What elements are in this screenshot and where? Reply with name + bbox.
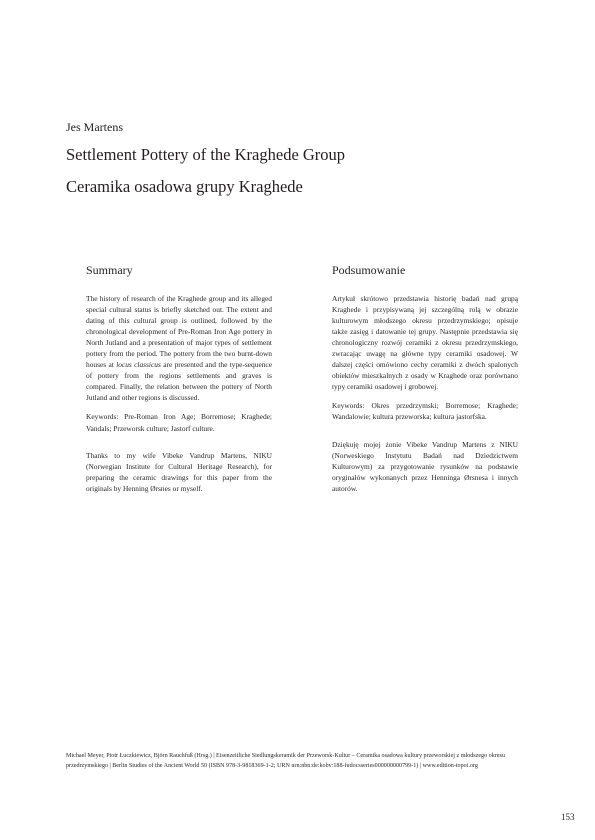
summary-heading: Summary bbox=[86, 263, 133, 277]
article-title-english: Settlement Pottery of the Kraghede Group bbox=[66, 145, 346, 164]
summary-abstract-italic: locus classicus bbox=[116, 360, 161, 370]
author-name: Jes Martens bbox=[66, 120, 123, 134]
summary-abstract bbox=[86, 293, 272, 403]
summary-acknowledgement: Thanks to my wife Vibeke Vandrup Martens, NIKU (Norwegian Institute for Cultural Heritage Research), for preparing the ceramic drawings for this paper from the originals by Henning Ørsnes or myself. bbox=[86, 450, 272, 493]
summary-keywords: Keywords: Pre-Roman Iron Age; Borremose; Kraghede; Vandals; Przeworsk culture; Jastorf culture. bbox=[86, 412, 272, 433]
summary-column bbox=[86, 263, 272, 502]
summary-abstract-part-2: are presented and the type-sequence of pottery from the regions settlements and graves is compared. Finally, the relation between the pottery of North Jutland and other regions is discussed. bbox=[86, 360, 272, 403]
summary-abstract-part-1: The history of research of the Kraghede group and its alleged special cultural status is briefly sketched out. The extent and dating of this cultural group is outlined, followed by the chronological development of Pre-Roman Iron Age pottery in North Jutland and a presentation of major types of settlement pottery from the period. The pottery from the two burnt-down houses at bbox=[86, 294, 272, 370]
footer-citation: Michael Meyer, Piotr Łuczkiewicz, Björn Rauchfuß (Hrsg.) | Eisenzeitliche Siedlungskeramik der Przeworsk-Kultur – Ceramika osadowa kultury przeworskiej z młodszego okresu przedrzymskiego | Berlin Studies of the Ancient World 50 (ISBN 978-3-9818369-1-2; URN urn:nbn:de:kobv:188-fudocsseries000000000799-1) | www.edition-topoi.org bbox=[66, 753, 505, 769]
page-number: 153 bbox=[561, 812, 575, 822]
podsumowanie-column bbox=[332, 263, 518, 502]
article-title-polish: Ceramika osadowa grupy Kraghede bbox=[66, 177, 303, 196]
podsumowanie-heading: Podsumowanie bbox=[332, 263, 406, 277]
podsumowanie-abstract: Artykuł skrótowo przedstawia historię badań nad grupą Kraghede i przypisywaną jej szczególną rolą w obrazie kulturowym młodszego okresu przedrzymskiego; opisuje także zasięg i datowanie tej grupy. Następnie przedstawia się chronologiczny rozwój ceramiki z okresu przedrzymskiego, zwracając uwagę na główne typy ceramiki osadowej. W dalszej części omówiono cechy ceramiki z dwóch spalonych obiektów mieszkalnych z osady w Kraghede oraz porównano typy ceramiki osadowej i grobowej. bbox=[332, 294, 518, 392]
podsumowanie-keywords: Keywords: Okres przedrzymski; Borremose; Kraghede; Wandalowie; kultura przeworska; kultura jastorfska. bbox=[332, 401, 518, 422]
podsumowanie-acknowledgement: Dziękuję mojej żonie Vibeke Vandrup Martens z NIKU (Norweskiego Instytutu Badań nad Dziedzictwem Kulturowym) za przygotowanie rysunków na podstawie oryginałów wykonanych przez Henninga Ørsnesa i innych autorów. bbox=[332, 439, 518, 493]
